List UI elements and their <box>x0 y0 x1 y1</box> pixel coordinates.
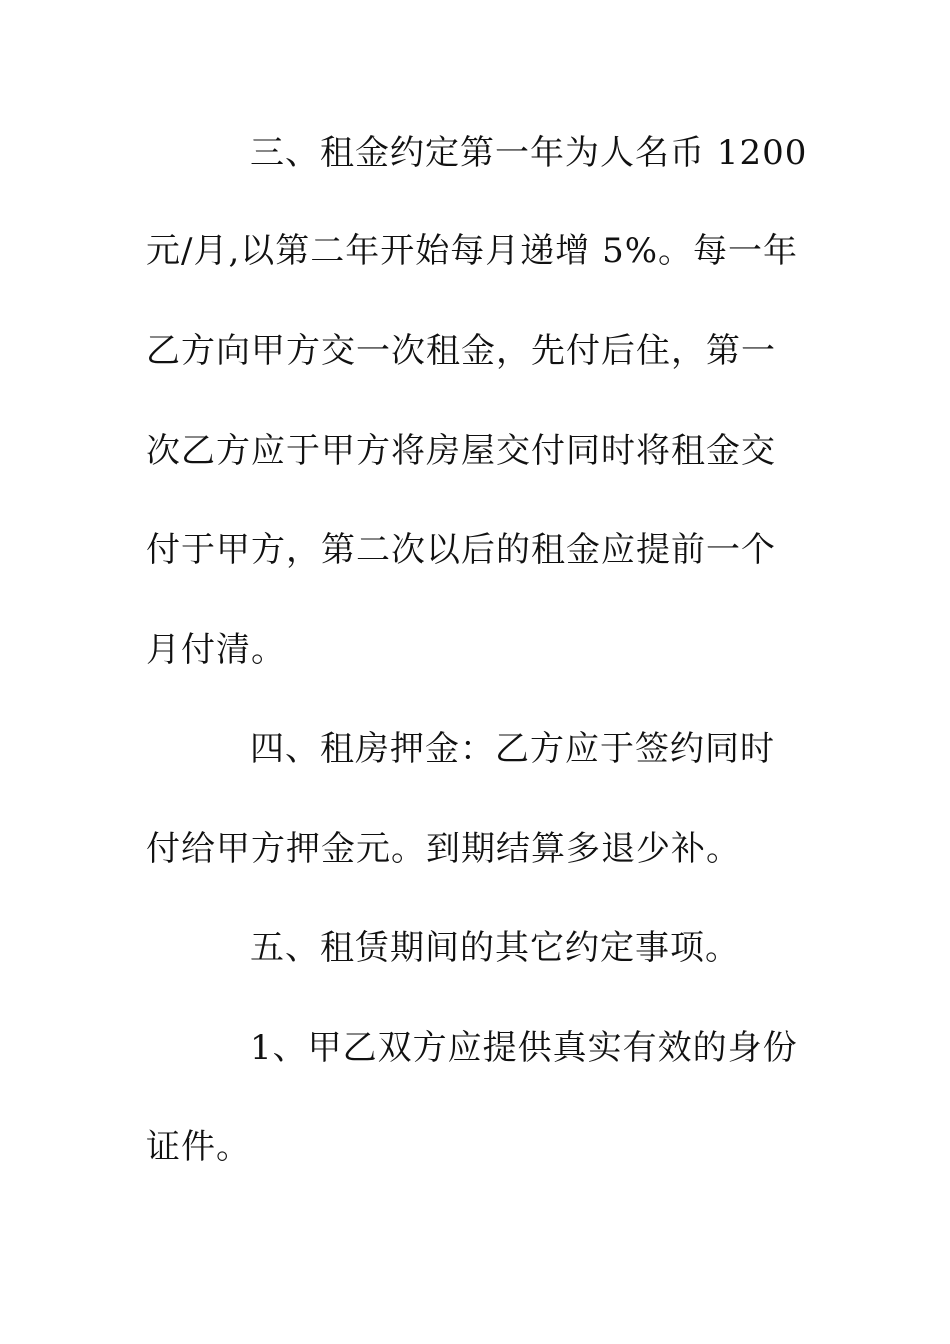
paragraph-id-line-1: 1、甲乙双方应提供真实有效的身份 <box>250 1028 798 1068</box>
paragraph-deposit-line-2: 付给甲方押金元。到期结算多退少补。 <box>146 829 741 869</box>
paragraph-rent-terms-line-4: 次乙方应于甲方将房屋交付同时将租金交 <box>146 431 776 471</box>
paragraph-rent-terms-line-2: 元/月,以第二年开始每月递增 5%。每一年 <box>146 231 799 271</box>
paragraph-rent-terms-line-5: 付于甲方，第二次以后的租金应提前一个 <box>146 530 776 570</box>
paragraph-other-terms-heading: 五、租赁期间的其它约定事项。 <box>250 928 740 968</box>
paragraph-deposit-line-1: 四、租房押金：乙方应于签约同时 <box>250 729 775 769</box>
paragraph-rent-terms-line-6: 月付清。 <box>146 630 286 670</box>
paragraph-id-line-2: 证件。 <box>146 1127 251 1167</box>
paragraph-rent-terms-line-1: 三、租金约定第一年为人名币 1200 <box>250 133 808 173</box>
paragraph-rent-terms-line-3: 乙方向甲方交一次租金，先付后住，第一 <box>146 331 776 371</box>
